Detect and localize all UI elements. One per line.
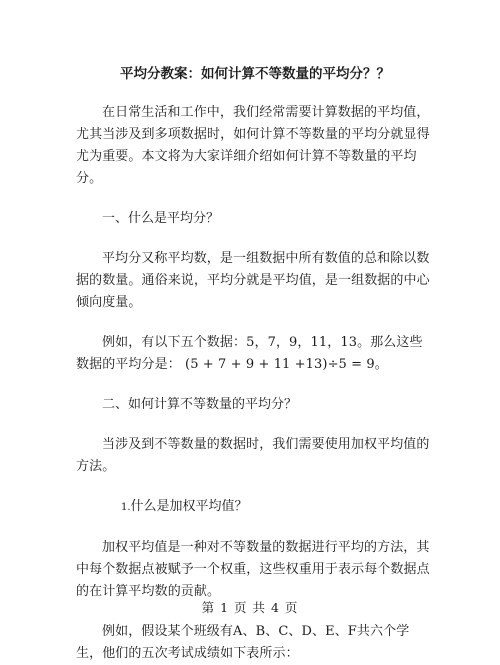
document-title: 平均分教案：如何计算不等数量的平均分？？: [120, 66, 390, 82]
spacer: [76, 519, 432, 537]
spacer: [76, 314, 432, 332]
section-2-intro: 当涉及到不等数量的数据时，我们需要使用加权平均值的方法。: [76, 437, 430, 474]
intro-paragraph: 在日常生活和工作中，我们经常需要计算数据的平均值，尤其当涉及到多项数据时，如何计算不等数量的平均分就显得尤为重要。本文将为大家详细介绍如何计算不等数量的平均分。: [76, 105, 430, 186]
section-1-heading: 一、什么是平均分？: [102, 211, 220, 226]
spacer: [76, 416, 432, 434]
subsection-1-example: 例如，假设某个班级有A、B、C、D、E、F共六个学生，他们的五次考试成绩如下表所示：: [76, 624, 410, 661]
spacer: [76, 376, 432, 394]
subsection-number: 1.: [121, 502, 131, 513]
subsection-1-heading: [76, 496, 432, 519]
spacer: [76, 478, 432, 496]
section-1-example: 例如，有以下五个数据：5，7，9，11，13。那么这些数据的平均分是： (5 + 7 + 9 + 11 +13)÷5 = 9。: [76, 335, 423, 372]
spacer: [76, 230, 432, 248]
page-footer: 第 1 页 共 4 页: [201, 600, 299, 615]
spacer: [76, 190, 432, 208]
spacer: [76, 84, 432, 102]
section-2-heading: 二、如何计算不等数量的平均分？: [102, 397, 298, 412]
subsection-1-definition: 加权平均值是一种对不等数量的数据进行平均的方法，其中每个数据点被赋予一个权重，这些权重用于表示每个数据点的在计算平均数的贡献。: [76, 540, 430, 599]
subsection-title: 什么是加权平均值？: [130, 499, 248, 514]
section-1-definition: 平均分又称平均数，是一组数据中所有数值的总和除以数据的数量。通俗来说，平均分就是平均值，是一组数据的中心倾向度量。: [76, 251, 430, 310]
